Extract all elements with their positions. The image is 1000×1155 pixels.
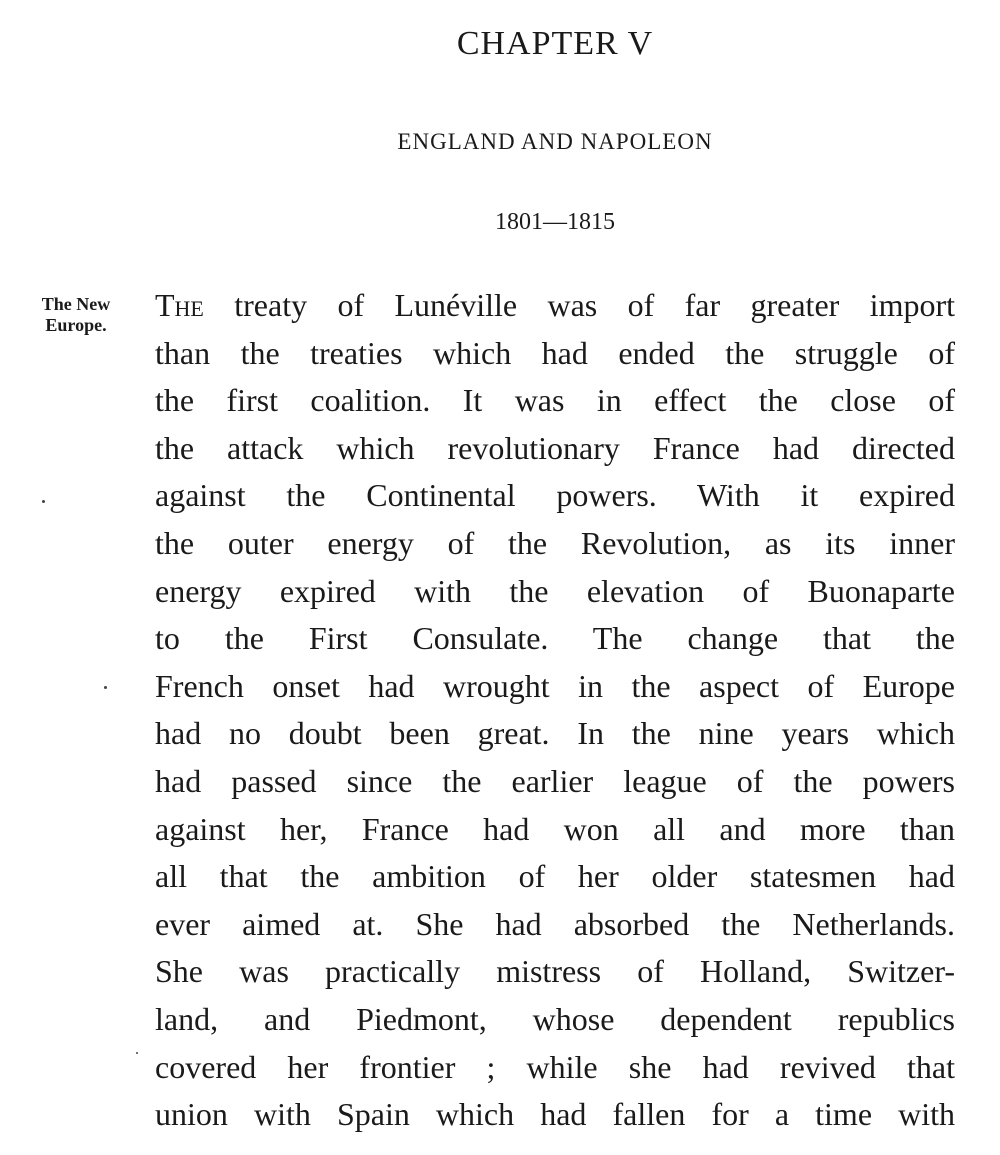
drop-word: The [155, 287, 204, 323]
body-line: against the Continental powers. With it expired [155, 477, 955, 514]
scan-speck [42, 500, 45, 503]
body-line: the first coalition. It was in effect the close of [155, 382, 955, 419]
body-line: had no doubt been great. In the nine years which [155, 715, 955, 752]
chapter-number: CHAPTER V [456, 25, 654, 62]
body-line: against her, France had won all and more than [155, 810, 955, 847]
body-line [155, 282, 955, 330]
body-line: She was practically mistress of Holland, Switzer- [155, 953, 955, 990]
body-line: the outer energy of the Revolution, as its inner [155, 524, 955, 561]
body-line-text: treaty of Lunéville was of far greater import [203, 287, 955, 323]
body-line: covered her frontier ; while she had revived that [155, 1048, 955, 1085]
chapter-title: ENGLAND AND NAPOLEON [397, 129, 713, 154]
body-line: French onset had wrought in the aspect of Europe [155, 667, 955, 704]
body-line: had passed since the earlier league of the powers [155, 762, 955, 799]
body-line: energy expired with the elevation of Buonaparte [155, 572, 955, 609]
body-line: the attack which revolutionary France had directed [155, 429, 955, 466]
body-line: all that the ambition of her older statesmen had [155, 858, 955, 895]
body-text [155, 282, 955, 1139]
body-line: land, and Piedmont, whose dependent republics [155, 1000, 955, 1037]
scan-speck [136, 1052, 138, 1054]
body-line: union with Spain which had fallen for a time with [155, 1096, 955, 1133]
body-line: to the First Consulate. The change that the [155, 620, 955, 657]
margin-note-line: Europe. [45, 315, 107, 335]
chapter-dates: 1801—1815 [495, 209, 615, 235]
margin-note [18, 294, 134, 336]
body-line: than the treaties which had ended the struggle of [155, 334, 955, 371]
margin-note-line: The New [41, 294, 111, 314]
scan-speck [104, 686, 107, 689]
body-line: ever aimed at. She had absorbed the Netherlands. [155, 905, 955, 942]
